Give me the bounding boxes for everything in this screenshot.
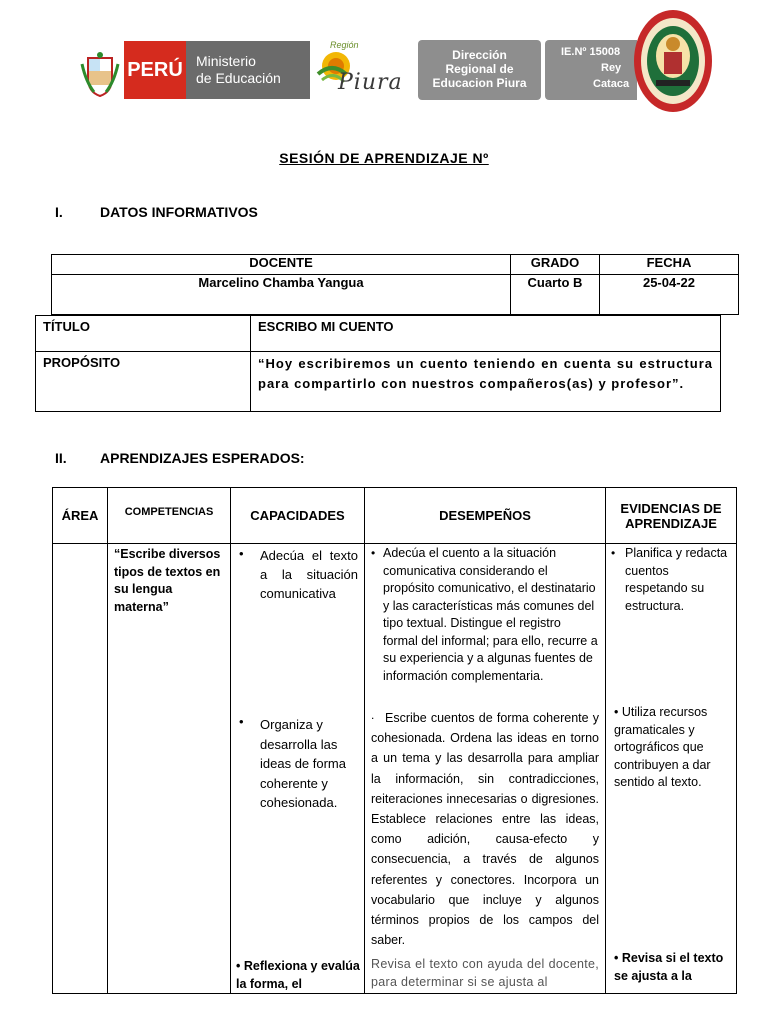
area-cell — [53, 544, 108, 994]
bullet-icon: • — [239, 546, 244, 561]
evidencia-text: • Revisa si el texto se ajusta a la — [614, 951, 724, 983]
learning-table — [52, 487, 737, 994]
docente-value: Marcelino Chamba Yangua — [52, 275, 511, 315]
bullet-icon: • — [611, 546, 616, 560]
table-header: COMPETENCIAS — [108, 488, 231, 544]
evidencia-text: Planifica y redacta cuentos respetando su estructura. — [625, 546, 728, 613]
table-header: DOCENTE — [52, 255, 511, 275]
capacidad-text: Organiza y desarrolla las ideas de forma coherente y cohesionada. — [260, 717, 346, 810]
info-table — [51, 254, 739, 315]
grado-value: Cuarto B — [511, 275, 600, 315]
section-heading: DATOS INFORMATIVOS — [100, 204, 258, 220]
section-heading: APRENDIZAJES ESPERADOS: — [100, 450, 305, 466]
peru-coat-of-arms-icon — [80, 52, 120, 98]
capacidad-text: Adecúa el texto a la situación comunicativa — [260, 548, 358, 601]
table-header: FECHA — [600, 255, 739, 275]
desempenos-cell — [365, 544, 606, 994]
page-title: SESIÓN DE APRENDIZAJE Nº — [279, 150, 489, 166]
capacidad-text: • Reflexiona y evalúa la forma, el — [236, 959, 360, 991]
titulo-label: TÍTULO — [36, 316, 251, 352]
competencia-text: “Escribe diversos tipos de textos en su lengua materna” — [114, 547, 221, 614]
evidencias-cell — [606, 544, 737, 994]
dre-piura-badge: Dirección Regional de Educacion Piura — [418, 40, 541, 100]
titulo-value: ESCRIBO MI CUENTO — [251, 316, 721, 352]
fecha-value: 25-04-22 — [600, 275, 739, 315]
table-header: CAPACIDADES — [231, 488, 365, 544]
table-header: ÁREA — [53, 488, 108, 544]
peru-logo: PERÚ — [124, 41, 186, 99]
ministry-logo: Ministerio de Educación — [186, 41, 310, 99]
competencia-cell — [108, 544, 231, 994]
school-badge: IE.Nº 15008 Rey Cataca — [545, 40, 637, 100]
section-number: I. — [55, 204, 63, 220]
bullet-icon: • — [239, 714, 244, 729]
bullet-icon: . — [371, 708, 375, 722]
capacidades-cell — [231, 544, 365, 994]
region-label: Región — [330, 40, 359, 50]
school-seal-icon — [632, 8, 714, 114]
table-header: GRADO — [511, 255, 600, 275]
section-number: II. — [55, 450, 67, 466]
proposito-value: “Hoy escribiremos un cuento teniendo en cuenta su estructura para compartirlo con nuestros compañeros(as) y profesor”. — [251, 352, 721, 412]
desempeno-text: Escribe cuentos de forma coherente y cohesionada. Ordena las ideas en torno a un tema y las desarrolla para ampliar la información, sin contradicciones, reiteraciones innecesarias o digresiones. Establece relaciones entre las ideas, como adición, causa-efecto y consecuencia, a través de algunos referentes y conectores. Incorpora un vocabulario que incluye y algunos términos propios de los campos del saber. — [371, 711, 599, 948]
evidencia-text: • Utiliza recursos gramaticales y ortográficos que contribuyen a dar sentido al texto. — [614, 705, 711, 789]
session-table — [35, 315, 721, 412]
proposito-label: PROPÓSITO — [36, 352, 251, 412]
table-header: EVIDENCIAS DE APRENDIZAJE — [606, 488, 737, 544]
desempeno-text: Revisa el texto con ayuda del docente, para determinar si se ajusta al — [371, 957, 599, 989]
table-header: DESEMPEÑOS — [365, 488, 606, 544]
bullet-icon: • — [371, 546, 376, 560]
desempeno-text: Adecúa el cuento a la situación comunicativa considerando el propósito comunicativo, el destinatario y las características más comunes del tipo textual. Distingue el registro formal del informal; para ello, recurre a su experiencia y a algunas fuentes de información complementaria. — [383, 546, 598, 683]
piura-wordmark: Piura — [338, 70, 403, 95]
